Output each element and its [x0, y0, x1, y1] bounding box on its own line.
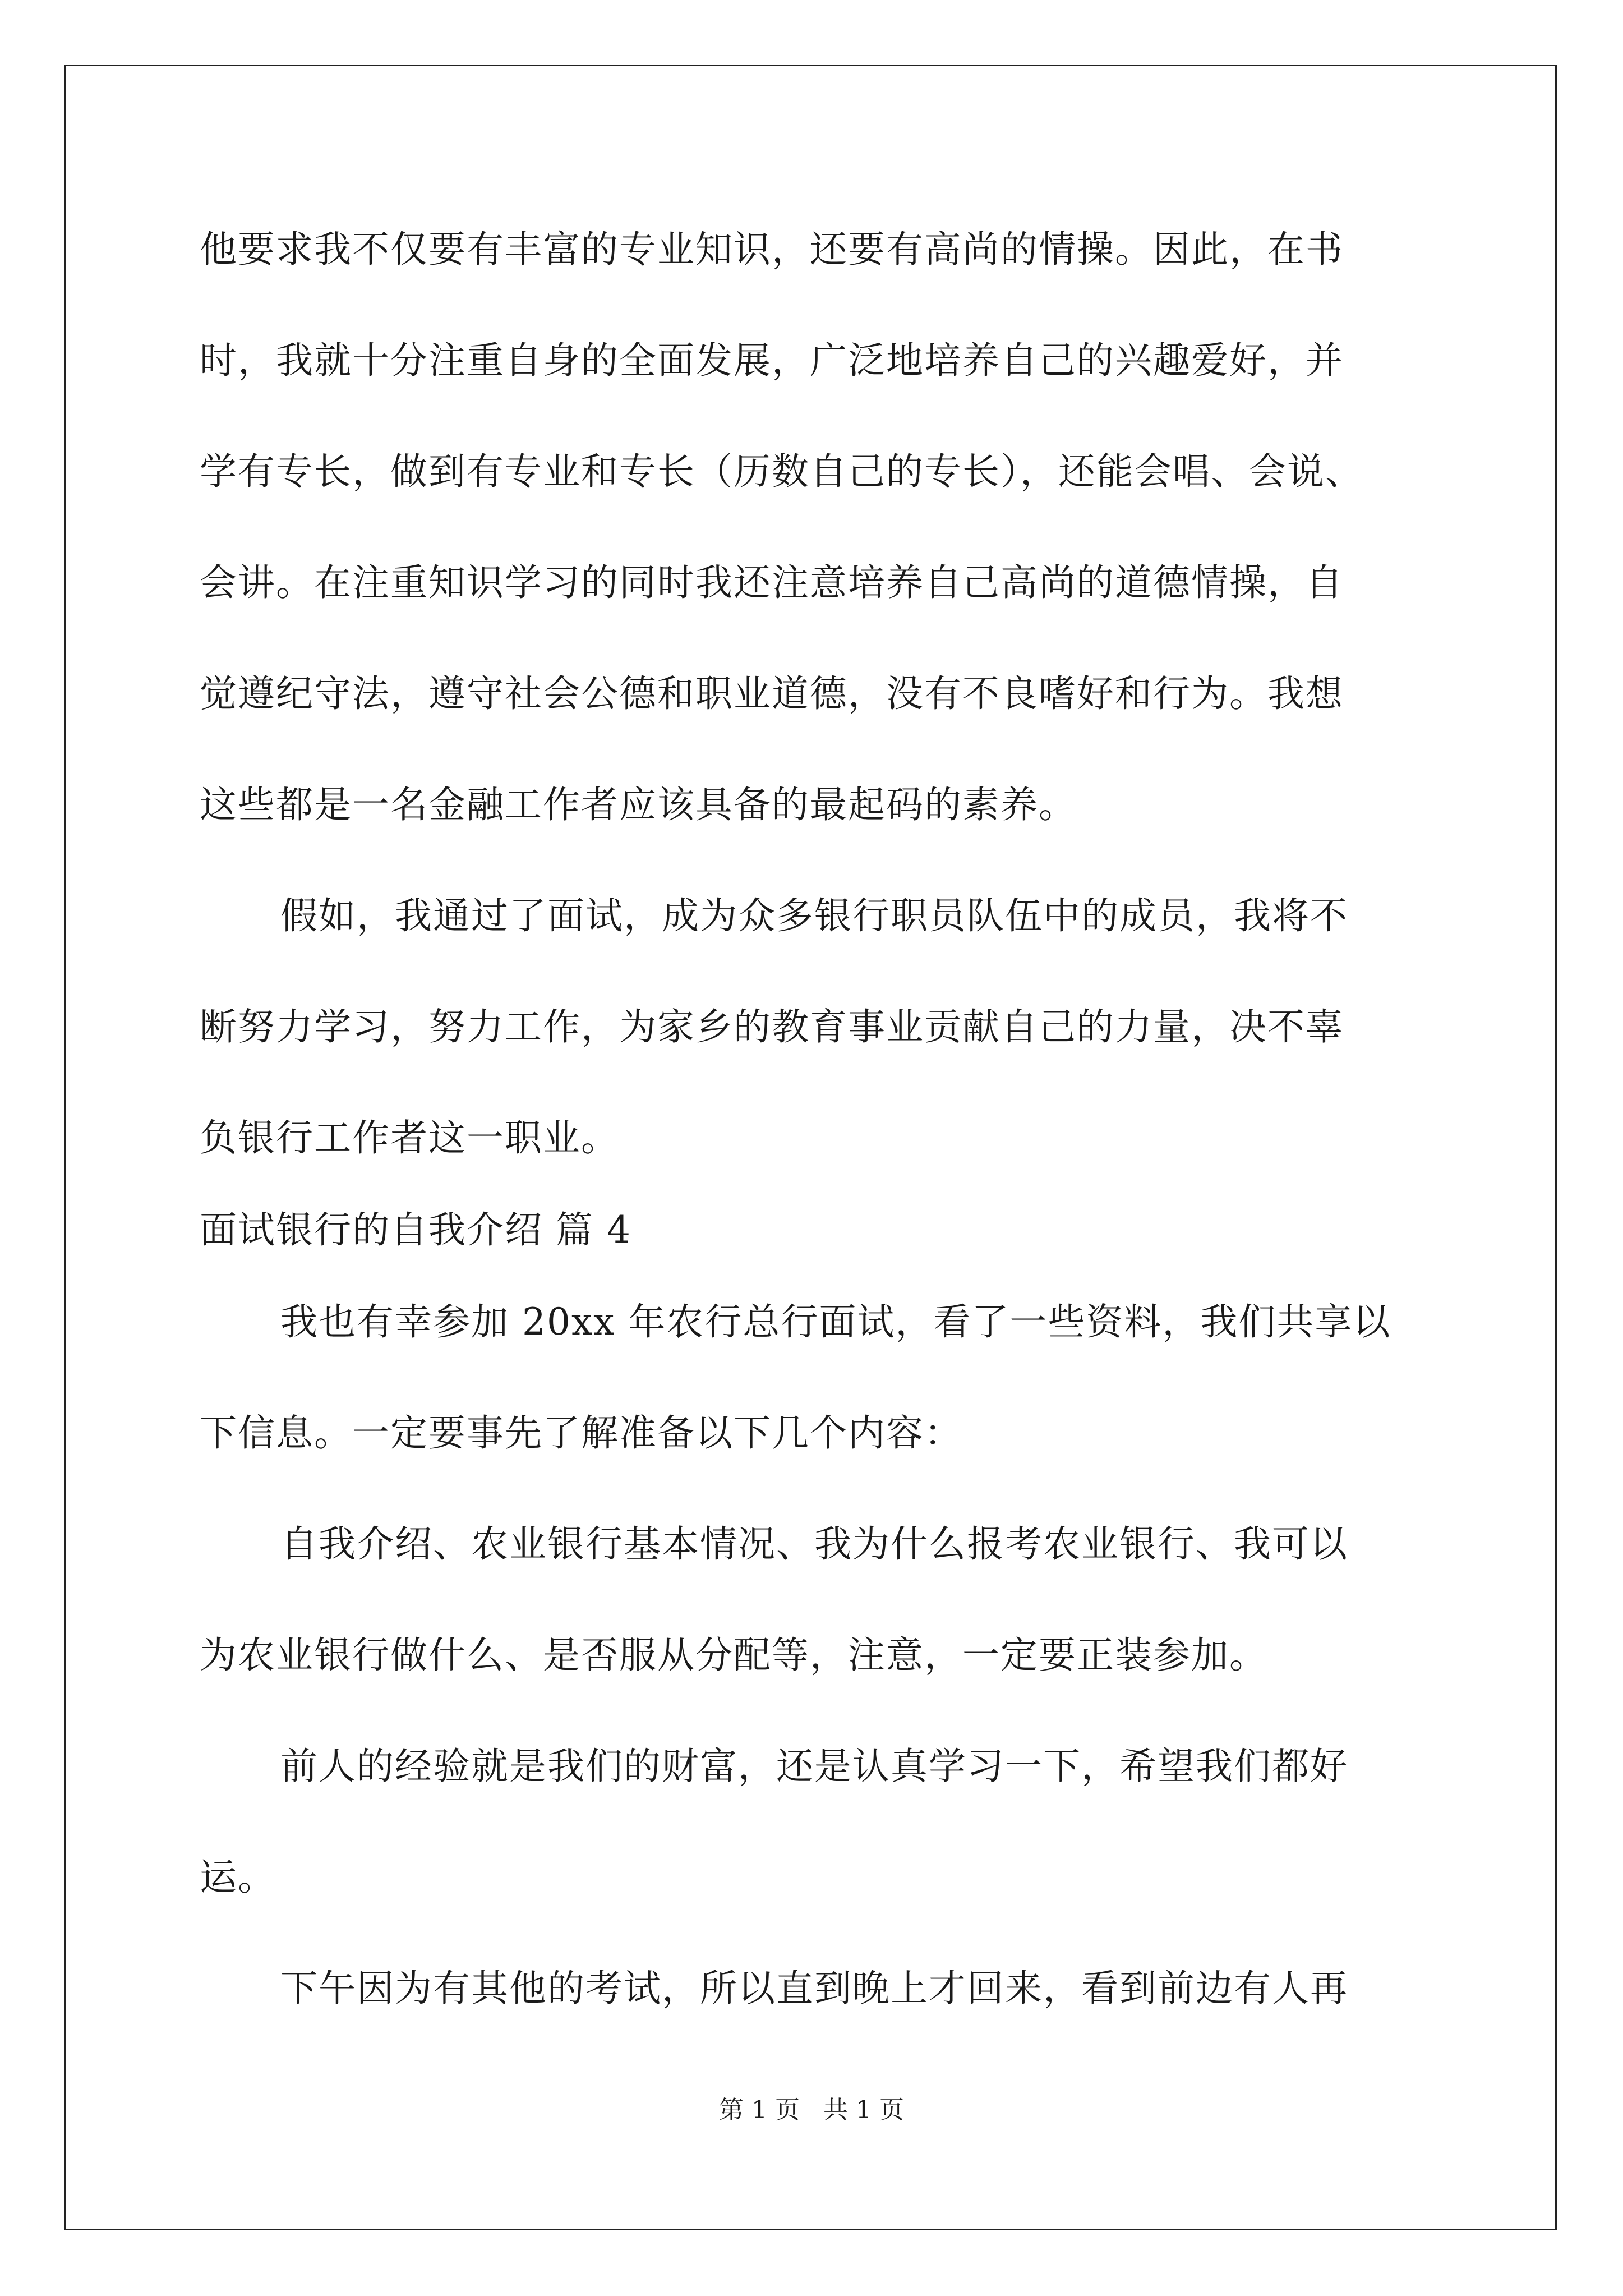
paragraph-line: 前人的经验就是我们的财富，还是认真学习一下，希望我们都好 — [280, 1745, 1348, 1788]
paragraph-line: 下午因为有其他的考试，所以直到晚上才回来，看到前边有人再 — [280, 1967, 1348, 2010]
paragraph-line: 他要求我不仅要有丰富的专业知识，还要有高尚的情操。因此，在书 — [200, 228, 1344, 271]
paragraph-line: 自我介绍、农业银行基本情况、我为什么报考农业银行、我可以 — [280, 1522, 1348, 1566]
paragraph-line: 假如，我通过了面试，成为众多银行职员队伍中的成员，我将不 — [280, 894, 1348, 937]
paragraph-line: 会讲。在注重知识学习的同时我还注意培养自己高尚的道德情操，自 — [200, 561, 1344, 604]
paragraph-line: 时，我就十分注重自身的全面发展，广泛地培养自己的兴趣爱好，并 — [200, 339, 1344, 382]
paragraph-line: 这些都是一名金融工作者应该具备的最起码的素养。 — [200, 783, 1077, 826]
paragraph-line: 学有专长，做到有专业和专长（历数自己的专长），还能会唱、会说、 — [200, 450, 1363, 493]
paragraph-line: 下信息。一定要事先了解准备以下几个内容： — [200, 1411, 962, 1455]
paragraph-line: 断努力学习，努力工作，为家乡的教育事业贡献自己的力量，决不辜 — [200, 1005, 1344, 1048]
paragraph-line: 我也有幸参加 20xx 年农行总行面试，看了一些资料，我们共享以 — [280, 1300, 1391, 1343]
page-number-footer: 第 1 页 共 1 页 — [719, 2096, 904, 2124]
paragraph-line: 觉遵纪守法，遵守社会公德和职业道德，没有不良嗜好和行为。我想 — [200, 672, 1344, 715]
paragraph-line: 负银行工作者这一职业。 — [200, 1116, 619, 1159]
paragraph-line: 为农业银行做什么、是否服从分配等，注意，一定要正装参加。 — [200, 1634, 1267, 1677]
section-heading: 面试银行的自我介绍 篇 4 — [200, 1208, 631, 1251]
paragraph-line: 运。 — [200, 1856, 276, 1899]
